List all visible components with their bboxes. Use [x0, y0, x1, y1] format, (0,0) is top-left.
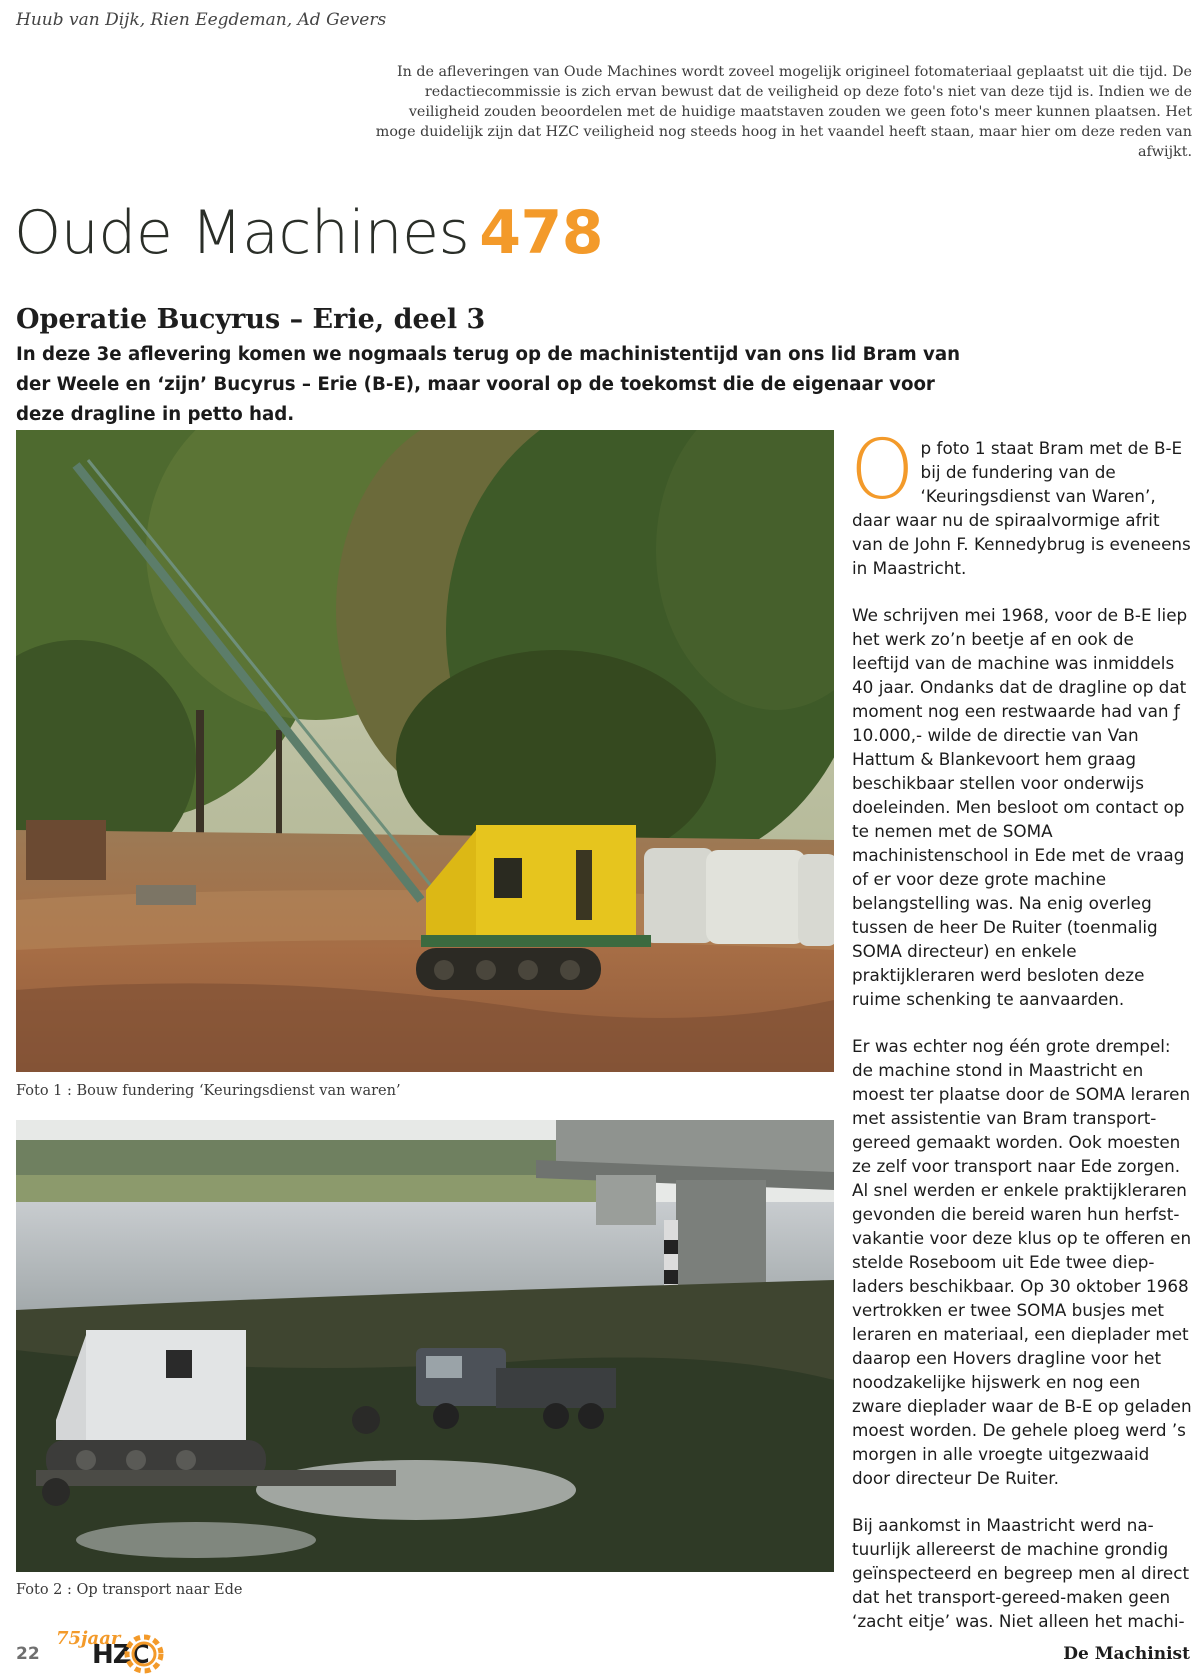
logo-jubilee: 75jaar	[56, 1628, 121, 1649]
paragraph-2: We schrijven mei 1968, voor de B-E liep het werk zo’n beetje af en ook de leeftijd van de machine was inmiddels 40 jaar. Ondanks dat de dragline op dat moment nog een restwaarde had van ƒ 10.000,- wilde de directie van Van Hattum & Blankevoort hem graag beschikbaar stellen voor onderwijs doeleinden. Men besloot om contact op te nemen met de SOMA machinistenschool in Ede met de vraag of er voor deze grote machine belangstelling was. Na enig overleg tussen de heer De Ruiter (toenmalig SOMA directeur) en enkele praktijkleraren werd besloten deze ruime schenking te aanvaarden.	[852, 605, 1188, 1009]
photo-1	[16, 430, 834, 1072]
safety-note: In de afleveringen van Oude Machines wordt zoveel mogelijk origineel fotomateriaal geplaatst uit die tijd. De redactiecommissie is zich ervan bewust dat de veiligheid op deze foto's niet van deze tijd is. Indien we de veiligheid zouden beoordelen met de huidige maatstaven zouden we geen foto's meer kunnen plaatsen. Het moge duidelijk zijn dat HZC veiligheid nog steeds hoog in het vaandel heeft staan, maar hier om deze reden van afwijkt.	[375, 64, 1192, 160]
article-subtitle: Operatie Bucyrus – Erie, deel 3	[16, 304, 486, 336]
drop-cap: O	[850, 423, 915, 518]
paragraph-1-text: p foto 1 staat Bram met de B-E bij de fundering van de ‘Keuringsdienst van Waren’, daar waar nu de spiraalvormige afrit van de John F. Kennedybrug is eveneens in Maastricht.	[852, 438, 1191, 578]
paragraph-3: Er was echter nog één grote drempel: de machine stond in Maastricht en moest ter plaatse door de SOMA leraren met assistentie van Bram transport-gereed gemaakt worden. Ook moesten ze zelf voor transport naar Ede zorgen. Al snel werden er enkele praktijkleraren gevonden die bereid waren hun herfst-vakantie voor deze klus op te offeren en stelde Roseboom uit Ede twee diep-laders beschikbaar. Op 30 oktober 1968 vertrokken er twee SOMA busjes met leraren en materiaal, een dieplader met daarop een Hovers dragline voor het noodzakelijke hijswerk en nog een zware dieplader waar de B-E op geladen moest worden. De gehele ploeg werd ’s morgen in alle vroegte uitgezwaaid door directeur De Ruiter.	[852, 1036, 1192, 1488]
page-title	[14, 198, 603, 268]
logo-name: HZC	[92, 1640, 149, 1670]
photo-2-image	[16, 1120, 834, 1572]
page-number: 22	[16, 1644, 40, 1664]
photo-2	[16, 1120, 834, 1572]
photo-1-image	[16, 430, 834, 1072]
paragraph-1	[850, 423, 1192, 580]
photo-2-caption: Foto 2 : Op transport naar Ede	[16, 1582, 243, 1598]
authors: Huub van Dijk, Rien Eegdeman, Ad Gevers	[16, 10, 387, 30]
article-body	[850, 423, 1192, 1656]
paragraph-4: Bij aankomst in Maastricht werd na-tuurlijk allereerst de machine grondig geïnspecteerd en begreep men al direct dat het transport-gereed-maken geen ‘zacht eitje’ was. Niet alleen het machi-	[852, 1515, 1190, 1631]
magazine-name: De Machinist	[1063, 1644, 1190, 1664]
lead-paragraph: In deze 3e aflevering komen we nogmaals terug op de machinistentijd van ons lid Bram van der Weele en ‘zijn’ Bucyrus – Erie (B-E), maar vooral op de toekomst die de eigenaar voor deze dragline in petto had.	[16, 344, 961, 425]
episode-number: 478	[479, 198, 603, 269]
gear-icon	[120, 1630, 168, 1678]
title-text: Oude Machines	[14, 198, 470, 269]
photo-1-caption: Foto 1 : Bouw fundering ‘Keuringsdienst van waren’	[16, 1083, 401, 1099]
